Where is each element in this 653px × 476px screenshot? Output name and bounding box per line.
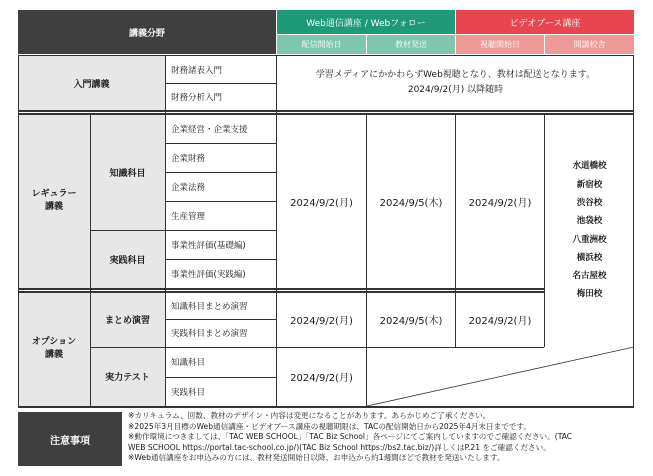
header-web-ship: 教材発送 <box>367 35 455 54</box>
option-subject: 実践科目 <box>171 387 206 398</box>
header-web-start: 配信開始日 <box>277 35 366 54</box>
rule <box>18 113 634 115</box>
note-line: ※カリキュラム、回数、教材のデザイン・内容は変更になることがあります。あらかじめご了承ください。 <box>128 411 491 420</box>
header-course-area: 講義分野 <box>18 10 276 54</box>
rule <box>165 319 276 320</box>
intro-subject: 財務分析入門 <box>171 92 223 103</box>
rule <box>165 259 276 260</box>
regular-subject: 事業性評価(基礎編) <box>171 240 246 251</box>
note-line: ※2025年3月目標のWeb通信講座・ビデオブース講座の視聴期限は、TACの配信開始日から2025年4月末日までです。 <box>128 421 531 431</box>
rule <box>18 110 634 112</box>
school-item: 新宿校 <box>576 179 603 190</box>
rule <box>90 230 276 231</box>
notes-title: 注意事項 <box>18 412 122 466</box>
regular-category-line1: レギュラー <box>31 189 77 199</box>
rule <box>90 114 91 406</box>
school-list <box>545 114 634 347</box>
school-item: 池袋校 <box>576 216 603 227</box>
rule <box>165 56 166 406</box>
header-video-group: ビデオブース講座 <box>456 10 634 34</box>
intro-subject: 財務諸表入門 <box>171 65 223 76</box>
regular-category <box>18 114 90 288</box>
regular-subject: 企業法務 <box>171 182 206 193</box>
regular-video-start: 2024/9/2(月) <box>468 197 532 209</box>
option-category-line1: オプション <box>31 337 77 347</box>
rule <box>165 377 276 378</box>
intro-message-line1: 学習メディアにかかわらずWeb視聴となり、教材は配送となります。 <box>315 70 596 80</box>
rule <box>18 406 634 408</box>
option-subject: 実践科目まとめ演習 <box>171 329 248 339</box>
regular-category-line2: 講義 <box>44 202 63 212</box>
rule <box>18 288 544 290</box>
school-item: 横浜校 <box>576 252 603 263</box>
intro-message <box>277 56 634 110</box>
rule <box>165 201 276 202</box>
header-video-start: 視聴開始日 <box>456 35 544 54</box>
note-line: ※Web通信講座をお申込みの方には、教材発送開始日以降、お申込から約1週間ほどで教材を発送いたします。 <box>128 453 505 463</box>
regular-web-start: 2024/9/2(月) <box>290 197 353 209</box>
rule <box>165 83 276 84</box>
option-subject: 知識科目 <box>171 358 206 368</box>
rule <box>18 55 634 56</box>
school-item: 名古屋校 <box>572 271 607 282</box>
option-category-line2: 講義 <box>44 350 63 360</box>
rule <box>165 143 276 144</box>
option-subject: 知識科目まとめ演習 <box>171 301 248 312</box>
notes-body <box>128 411 648 469</box>
option-summary: まとめ演習 <box>104 316 150 326</box>
summary-video-start: 2024/9/2(月) <box>468 316 532 327</box>
option-category <box>18 292 90 406</box>
note-line: ※動作環境につきましては、「TAC WEB SCHOOL」「TAC Biz School」各ページにてご案内していますのでご確認ください。(TAC <box>128 432 573 442</box>
school-item: 渋谷校 <box>576 197 603 208</box>
regular-web-ship: 2024/9/5(木) <box>379 197 443 209</box>
regular-subject: 企業経営・企業支援 <box>171 124 248 135</box>
note-line: WEB SCHOOL https://portal.tac-school.co.jp/)(TAC Biz School https://bs2.tac.biz/)詳しくはP.21 をご確認ください。 <box>128 442 551 452</box>
rule <box>455 114 456 347</box>
header-web-group: Web通信講座 / Webフォロー <box>277 10 455 34</box>
rule <box>90 347 544 348</box>
header-video-schools: 開講校舎 <box>545 35 634 54</box>
regular-practical: 実践科目 <box>109 255 146 266</box>
regular-subject: 企業財務 <box>171 153 206 164</box>
regular-knowledge: 知識科目 <box>109 168 146 179</box>
summary-web-start: 2024/9/2(月) <box>290 316 353 327</box>
rule <box>544 114 545 347</box>
rule <box>276 56 277 406</box>
rule <box>366 114 367 406</box>
option-test: 実力テスト <box>105 373 150 383</box>
rule <box>18 56 19 406</box>
test-web-start: 2024/9/2(月) <box>290 373 353 384</box>
summary-web-ship: 2024/9/5(木) <box>379 316 443 327</box>
intro-message-line2: 2024/9/2(月) 以降随時 <box>407 85 504 95</box>
rule <box>165 172 276 173</box>
rule <box>18 291 544 293</box>
intro-category: 入門講義 <box>73 79 110 90</box>
school-item: 梅田校 <box>576 289 603 300</box>
regular-subject: 事業性評価(実践編) <box>171 269 246 280</box>
not-applicable-diagonal <box>367 347 634 406</box>
regular-subject: 生産管理 <box>171 211 206 222</box>
school-item: 八重洲校 <box>572 234 607 245</box>
rule <box>633 56 634 406</box>
school-item: 水道橋校 <box>572 161 607 172</box>
